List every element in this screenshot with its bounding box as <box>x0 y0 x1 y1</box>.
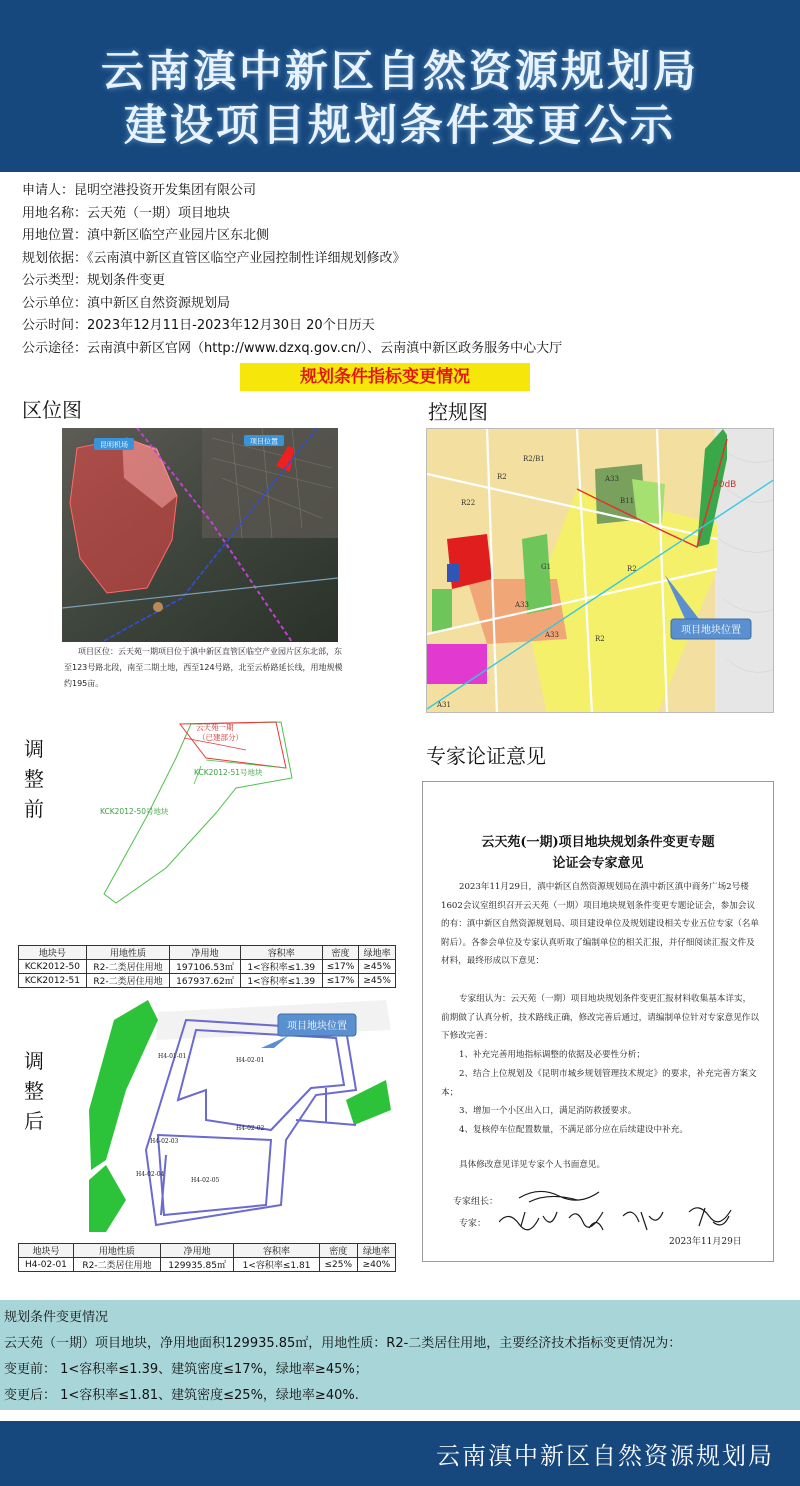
table-cell: 129935.85㎡ <box>160 1258 233 1272</box>
control-callout-text: 项目地块位置 <box>681 625 741 636</box>
info-notice-type: 公示类型：规划条件变更 <box>22 273 166 288</box>
info-notice-channel: 公示途径：云南滇中新区官网（http://www.dzxq.gov.cn/）、云南滇中新区政务服务中心大厅 <box>22 340 563 356</box>
table-cell: 1<容积率≤1.39 <box>240 974 322 988</box>
expert-item-3: 3、增加一个小区出入口，满足消防救援要求。 <box>459 1106 637 1116</box>
code-label: R2 <box>627 565 637 573</box>
info-land-location: 用地位置：滇中新区临空产业园片区东北侧 <box>22 228 270 243</box>
table-header-cell: 用地性质 <box>73 1244 160 1258</box>
change-summary <box>0 1300 800 1410</box>
expert-signatures <box>499 1182 759 1242</box>
page-footer <box>0 1421 800 1486</box>
control-map-title: 控规图 <box>428 400 488 424</box>
table-cell: 167937.62㎡ <box>170 974 241 988</box>
expert-para-opinion: 专家组认为：云天苑（一期）项目地块规划条件变更汇报材料收集基本详实，前期做了认真分析，技术路线正确，修改完善后通过，请编制单位针对专家意见作以下修改完善： <box>441 994 759 1041</box>
parcel-label: H4-02-02 <box>236 1125 265 1132</box>
header-title-line2: 建设项目规划条件变更公示 <box>124 101 676 151</box>
info-notice-unit: 公示单位：滇中新区自然资源规划局 <box>22 295 231 311</box>
footer-org-name: 云南滇中新区自然资源规划局 <box>436 1442 774 1470</box>
table-cell: R2-二类居住用地 <box>73 1258 160 1272</box>
table-header-cell: 用地性质 <box>86 946 170 960</box>
table-cell: 1<容积率≤1.39 <box>240 960 322 974</box>
table-cell: KCK2012-50 <box>19 960 87 974</box>
expert-doc-title <box>423 832 773 874</box>
before-label-50: KCK2012-50号地块 <box>100 807 169 816</box>
table-row <box>19 974 396 988</box>
table-header-cell: 净用地 <box>170 946 241 960</box>
table-cell: ≤17% <box>322 974 359 988</box>
control-map-image <box>427 429 774 713</box>
code-label: B11 <box>620 497 635 505</box>
header-title-line1: 云南滇中新区自然资源规划局 <box>101 47 699 97</box>
before-map-image <box>96 718 296 908</box>
parcel-label: H4-02-03 <box>150 1138 179 1145</box>
info-block <box>22 180 782 360</box>
table-header-cell: 容积率 <box>240 946 322 960</box>
table-cell: R2-二类居住用地 <box>86 974 170 988</box>
location-map-title: 区位图 <box>22 398 82 422</box>
parcel-label: H4-02-01 <box>236 1057 265 1064</box>
code-label: A33 <box>545 631 559 639</box>
code-label: R22 <box>461 499 476 507</box>
after-map-image <box>86 1000 396 1232</box>
before-label-built: （已建部分） <box>198 733 243 742</box>
table-header-row <box>19 1244 396 1258</box>
table-row <box>19 1258 396 1272</box>
page-header <box>0 0 800 172</box>
table-header-cell: 净用地 <box>160 1244 233 1258</box>
info-notice-time: 公示时间：2023年12月11日-2023年12月30日 20个日历天 <box>22 318 375 333</box>
before-map <box>96 718 296 908</box>
parcel-label: H4-01-01 <box>158 1053 187 1060</box>
table-header-cell: 密度 <box>322 946 359 960</box>
location-map-image <box>62 428 338 642</box>
summary-line1: 云天苑（一期）项目地块，净用地面积129935.85㎡，用地性质：R2-二类居住用地，主要经济技术指标变更情况为： <box>4 1336 682 1351</box>
expert-doc-title-line2: 论证会专家意见 <box>552 856 644 871</box>
expert-date: 2023年11月29日 <box>669 1237 742 1247</box>
table-header-cell: 容积率 <box>234 1244 319 1258</box>
after-map <box>86 1000 396 1232</box>
table-cell: ≤17% <box>322 960 359 974</box>
table-header-cell: 绿地率 <box>357 1244 395 1258</box>
indicator-change-banner: 规划条件指标变更情况 <box>240 363 530 391</box>
expert-item-1: 1、补充完善用地指标调整的依据及必要性分析； <box>459 1050 645 1060</box>
table-header-cell: 密度 <box>319 1244 357 1258</box>
table-cell: KCK2012-51 <box>19 974 87 988</box>
after-label: 调整后 <box>24 1049 44 1133</box>
code-label: A31 <box>437 701 451 709</box>
location-map <box>62 428 338 642</box>
expert-opinion-document <box>422 781 774 1262</box>
code-label: R2/B1 <box>523 455 545 463</box>
table-cell: ≥45% <box>359 974 396 988</box>
control-map <box>426 428 774 713</box>
table-cell: ≥45% <box>359 960 396 974</box>
parcel-label: H4-02-05 <box>191 1177 220 1184</box>
summary-line3: 变更后： 1<容积率≤1.81、建筑密度≤25%，绿地率≥40%. <box>4 1388 359 1403</box>
expert-leader-label: 专家组长： <box>453 1197 499 1207</box>
code-label: A33 <box>515 601 529 609</box>
info-planning-basis: 规划依据：《云南滇中新区直管区临空产业园控制性详细规划修改》 <box>22 250 406 266</box>
after-indicator-table <box>18 1243 396 1272</box>
summary-title: 规划条件变更情况 <box>4 1310 109 1325</box>
expert-para-intro: 2023年11月29日，滇中新区自然资源规划局在滇中新区滇中商务广场2号楼1602会议室组织召开云天苑（一期）项目地块规划条件变更专题论证会，参加会议的有：滇中新区自然资源规划局、项目建设单位及规划建设相关专业五位专家（名单附后）。各参会单位及专家认真听取了编制单位的相关汇报，并仔细阅读汇报文件及材料，最终形成以下意见： <box>441 882 759 966</box>
location-caption: 项目区位：云天苑一期项目位于滇中新区直管区临空产业园片区东北部，东至123号路北段，南至二期土地，西至124号路，北至云桥路延长线，用地规模约195亩。 <box>64 647 343 688</box>
parcel-label: H4-02-04 <box>136 1171 165 1178</box>
table-cell: R2-二类居住用地 <box>86 960 170 974</box>
before-label-yuntian: 云天苑一期 <box>196 723 234 732</box>
before-label: 调整前 <box>24 737 44 821</box>
before-label-51: KCK2012-51号地块 <box>194 768 263 777</box>
code-label: R2 <box>497 473 507 481</box>
info-land-name: 用地名称：云天苑（一期）项目地块 <box>22 205 231 221</box>
expert-members-label: 专家： <box>459 1219 487 1229</box>
table-cell: H4-02-01 <box>19 1258 74 1272</box>
table-cell: ≤25% <box>319 1258 357 1272</box>
table-row <box>19 960 396 974</box>
table-header-row <box>19 946 396 960</box>
expert-doc-title-line1: 云天苑(一期)项目地块规划条件变更专题 <box>481 835 715 850</box>
table-cell: 197106.53㎡ <box>170 960 241 974</box>
expert-item-4: 4、复核停车位配置数量，不满足部分应在后续建设中补充。 <box>459 1125 688 1135</box>
table-header-cell: 地块号 <box>19 946 87 960</box>
code-label: R2 <box>595 635 605 643</box>
expert-section-title: 专家论证意见 <box>426 744 546 768</box>
code-label: G1 <box>541 563 552 571</box>
table-header-cell: 绿地率 <box>359 946 396 960</box>
expert-closing: 具体修改意见详见专家个人书面意见。 <box>459 1160 606 1170</box>
table-cell: 1<容积率≤1.81 <box>234 1258 319 1272</box>
airport-label: 昆明机场 <box>100 441 128 449</box>
table-header-cell: 地块号 <box>19 1244 74 1258</box>
expert-item-2: 2、结合上位规划及《昆明市城乡规划管理技术规定》的要求，补充完善方案文本； <box>441 1069 757 1098</box>
table-cell: ≥40% <box>357 1258 395 1272</box>
code-label: A33 <box>605 475 619 483</box>
summary-line2: 变更前： 1<容积率≤1.39、建筑密度≤17%，绿地率≥45%； <box>4 1362 368 1377</box>
noise-label: 70dB <box>713 480 737 490</box>
before-indicator-table <box>18 945 396 988</box>
info-applicant: 申请人：昆明空港投资开发集团有限公司 <box>22 183 257 198</box>
after-callout-text: 项目地块位置 <box>287 1021 347 1032</box>
site-label: 项目位置 <box>250 437 278 446</box>
